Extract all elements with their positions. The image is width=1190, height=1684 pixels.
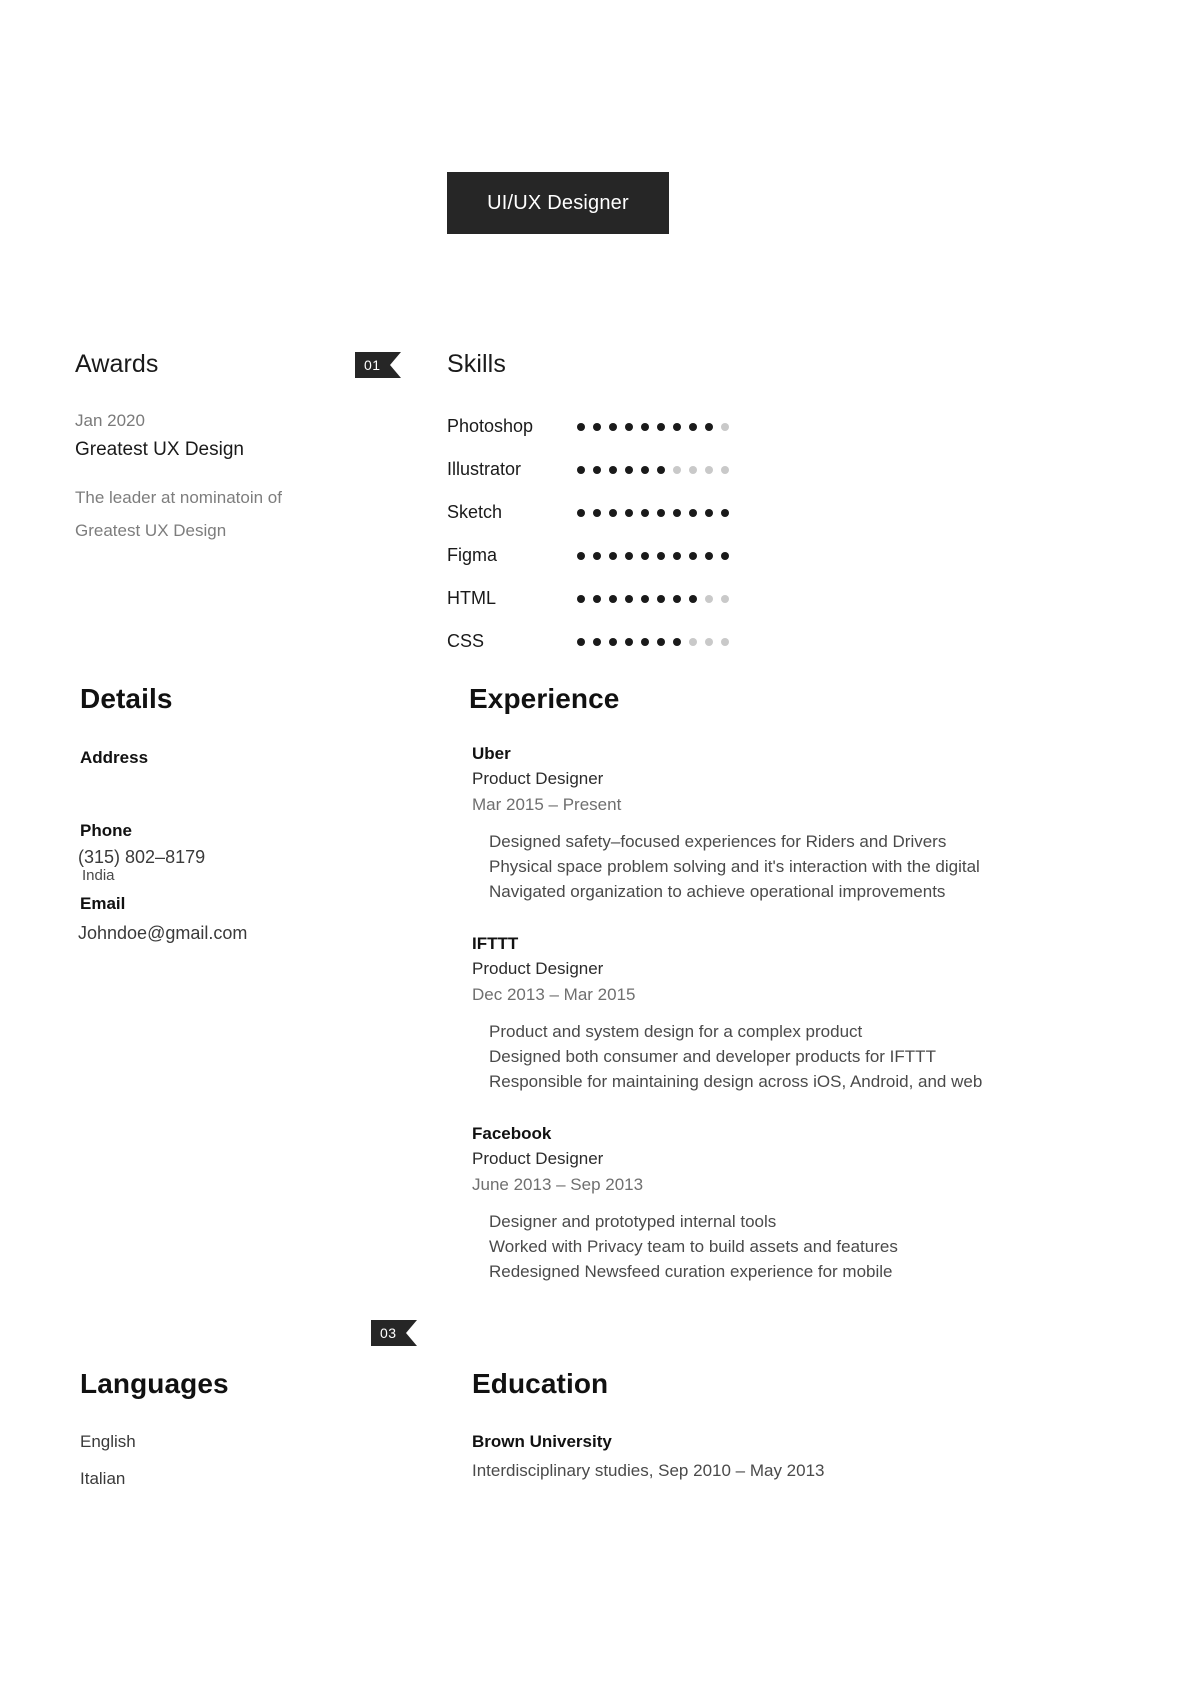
skill-row (447, 448, 747, 491)
skill-dot-empty-icon (705, 595, 713, 603)
skill-dot-filled-icon (705, 509, 713, 517)
skill-dot-filled-icon (657, 423, 665, 431)
award-date: Jan 2020 (75, 411, 145, 430)
skill-dot-filled-icon (609, 595, 617, 603)
skill-dot-filled-icon (593, 423, 601, 431)
skill-dot-filled-icon (705, 552, 713, 560)
skills-list (447, 405, 747, 663)
experience-bullet: Redesigned Newsfeed curation experience for mobile (489, 1262, 893, 1281)
experience-role: Product Designer (472, 959, 604, 978)
section-number-flag-03 (371, 1320, 417, 1346)
skill-dot-filled-icon (689, 595, 697, 603)
skill-row (447, 405, 747, 448)
experience-bullet: Navigated organization to achieve operational improvements (489, 882, 946, 901)
skill-dot-filled-icon (641, 423, 649, 431)
award-name: Greatest UX Design (75, 439, 244, 460)
skill-dot-filled-icon (609, 638, 617, 646)
job-title-badge (447, 172, 669, 234)
skill-dot-filled-icon (657, 595, 665, 603)
skill-label: Illustrator (447, 459, 522, 479)
skill-dot-filled-icon (721, 552, 729, 560)
skill-dot-filled-icon (593, 509, 601, 517)
skill-dot-filled-icon (689, 509, 697, 517)
experience-item (472, 1124, 1072, 1284)
skill-row (447, 577, 747, 620)
experience-bullet: Responsible for maintaining design across iOS, Android, and web (489, 1072, 983, 1091)
experience-role: Product Designer (472, 769, 604, 788)
experience-item (472, 934, 1072, 1094)
experience-bullets (472, 829, 1072, 904)
experience-bullet: Designed safety–focused experiences for Riders and Drivers (489, 832, 947, 851)
skill-label: CSS (447, 631, 485, 651)
skill-dot-filled-icon (673, 509, 681, 517)
skill-rating-dots (577, 638, 729, 646)
skills-heading: Skills (447, 350, 506, 378)
experience-company: Facebook (472, 1124, 552, 1143)
skill-rating-dots (577, 423, 729, 431)
section-number-flag-01 (355, 352, 401, 378)
skill-dot-filled-icon (657, 552, 665, 560)
phone-country-value: India (82, 867, 115, 884)
experience-dates: June 2013 – Sep 2013 (472, 1175, 644, 1194)
skill-dot-filled-icon (577, 466, 585, 474)
skill-rating-dots (577, 466, 729, 474)
email-label: Email (80, 894, 126, 913)
skill-dot-empty-icon (673, 466, 681, 474)
details-heading: Details (80, 683, 173, 714)
skill-dot-filled-icon (609, 423, 617, 431)
skill-dot-filled-icon (657, 466, 665, 474)
skill-dot-filled-icon (657, 638, 665, 646)
section-number-03-label: 03 (371, 1320, 406, 1346)
skill-dot-empty-icon (689, 466, 697, 474)
email-value: Johndoe@gmail.com (78, 923, 248, 943)
skill-dot-empty-icon (721, 423, 729, 431)
skill-dot-filled-icon (577, 595, 585, 603)
experience-role: Product Designer (472, 1149, 604, 1168)
skill-dot-filled-icon (625, 466, 633, 474)
experience-heading: Experience (469, 683, 620, 714)
languages-heading: Languages (80, 1368, 229, 1399)
awards-heading: Awards (75, 350, 159, 378)
language-item: Italian (80, 1469, 126, 1488)
skill-dot-filled-icon (625, 423, 633, 431)
skill-dot-filled-icon (689, 423, 697, 431)
skill-dot-filled-icon (705, 423, 713, 431)
education-heading: Education (472, 1368, 609, 1399)
skill-rating-dots (577, 552, 729, 560)
experience-bullet: Designer and prototyped internal tools (489, 1212, 777, 1231)
flag-tail-icon (406, 1320, 417, 1346)
skill-dot-filled-icon (657, 509, 665, 517)
skill-dot-empty-icon (721, 466, 729, 474)
skill-dot-filled-icon (641, 638, 649, 646)
skill-dot-filled-icon (641, 509, 649, 517)
skill-dot-filled-icon (577, 638, 585, 646)
skill-dot-filled-icon (625, 509, 633, 517)
language-item: English (80, 1432, 136, 1451)
skill-dot-filled-icon (673, 595, 681, 603)
skill-label: HTML (447, 588, 496, 608)
skill-dot-filled-icon (609, 552, 617, 560)
section-number-01-label: 01 (355, 352, 390, 378)
experience-company: Uber (472, 744, 511, 763)
skill-label: Photoshop (447, 416, 534, 436)
experience-dates: Mar 2015 – Present (472, 795, 622, 814)
experience-bullet: Worked with Privacy team to build assets and features (489, 1237, 898, 1256)
experience-item (472, 744, 1072, 904)
skill-dot-empty-icon (689, 638, 697, 646)
skill-row (447, 534, 747, 577)
skill-dot-empty-icon (705, 466, 713, 474)
experience-bullet: Designed both consumer and developer products for IFTTT (489, 1047, 936, 1066)
skill-dot-filled-icon (593, 595, 601, 603)
flag-tail-icon (390, 352, 401, 378)
experience-bullet: Product and system design for a complex product (489, 1022, 863, 1041)
experience-company: IFTTT (472, 934, 519, 953)
skill-dot-filled-icon (577, 509, 585, 517)
skill-dot-filled-icon (625, 552, 633, 560)
skill-dot-empty-icon (721, 638, 729, 646)
education-detail: Interdisciplinary studies, Sep 2010 – May 2013 (472, 1461, 825, 1480)
skill-rating-dots (577, 595, 729, 603)
skill-label: Sketch (447, 502, 503, 522)
skill-dot-filled-icon (577, 552, 585, 560)
skill-dot-filled-icon (609, 509, 617, 517)
skill-dot-empty-icon (721, 595, 729, 603)
skill-dot-filled-icon (689, 552, 697, 560)
phone-label: Phone (80, 821, 132, 840)
skill-dot-filled-icon (721, 509, 729, 517)
skill-dot-filled-icon (625, 638, 633, 646)
skill-dot-filled-icon (641, 595, 649, 603)
award-description: The leader at nominatoin of Greatest UX Design (75, 488, 282, 540)
skill-row (447, 620, 747, 663)
skill-dot-filled-icon (673, 638, 681, 646)
education-school: Brown University (472, 1432, 612, 1451)
skill-row (447, 491, 747, 534)
skill-dot-filled-icon (593, 638, 601, 646)
skill-label: Figma (447, 545, 498, 565)
skill-dot-filled-icon (609, 466, 617, 474)
address-label: Address (80, 748, 149, 767)
experience-dates: Dec 2013 – Mar 2015 (472, 985, 636, 1004)
job-title-text: UI/UX Designer (487, 191, 629, 214)
skill-dot-filled-icon (673, 423, 681, 431)
skill-dot-filled-icon (593, 466, 601, 474)
skill-dot-filled-icon (625, 595, 633, 603)
skill-dot-filled-icon (577, 423, 585, 431)
skill-rating-dots (577, 509, 729, 517)
experience-bullets (472, 1019, 1072, 1094)
skill-dot-filled-icon (673, 552, 681, 560)
phone-value: (315) 802–8179 (78, 847, 206, 867)
skill-dot-empty-icon (705, 638, 713, 646)
skill-dot-filled-icon (593, 552, 601, 560)
experience-bullet: Physical space problem solving and it's interaction with the digital (489, 857, 980, 876)
experience-bullets (472, 1209, 1072, 1284)
skill-dot-filled-icon (641, 552, 649, 560)
skill-dot-filled-icon (641, 466, 649, 474)
